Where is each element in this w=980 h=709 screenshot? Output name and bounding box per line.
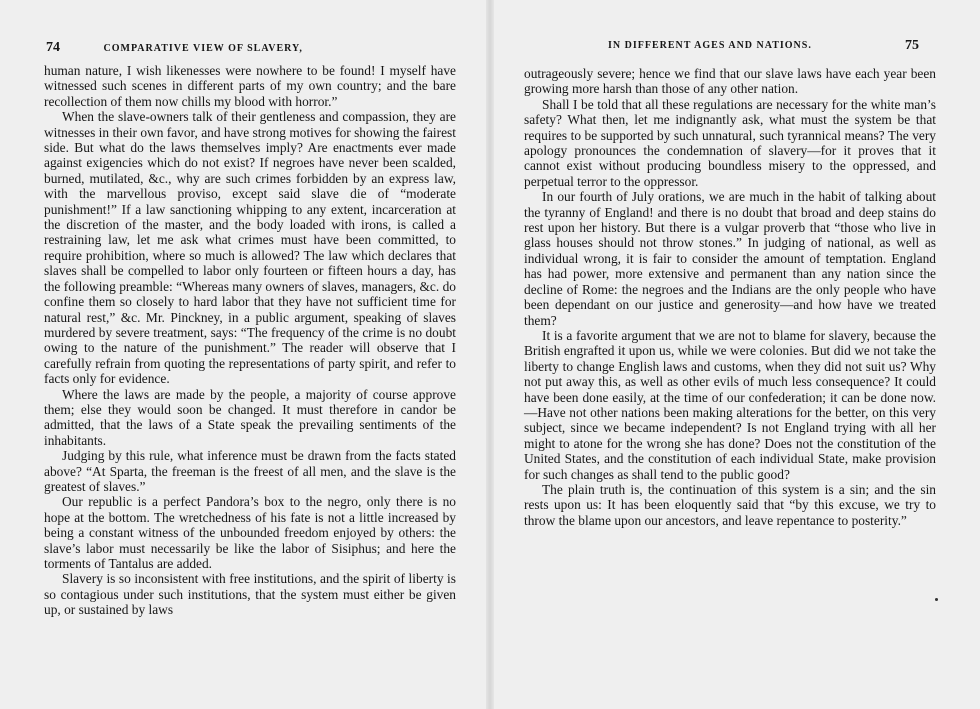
paragraph: Shall I be told that all these regulations are necessary for the white man’s safety? What then, let me indignantly ask, what must the system be that requires to be supported by such unnatural, such tyrannical means? The very apology pronounces the condemnation of slavery—for it proves that it cannot exist without producing boundless misery to the oppressed, and perpetual terror to the oppressor.: [524, 96, 936, 189]
paragraph: Judging by this rule, what inference must be drawn from the facts stated above? “At Sparta, the freeman is the freest of all men, and the slave is the greatest of slaves.”: [44, 448, 456, 494]
right-page-number: 75: [905, 38, 919, 53]
left-page-number: 74: [46, 40, 60, 55]
paragraph: When the slave-owners talk of their gentleness and compassion, they are witnesses in their own favor, and have strong motives for showing the fairest side. But what do the laws themselves imply? Are enactments ever made against exigencies which do not exist? If negroes have never been scalded, burned, mutilated, &c., why are such crimes forbidden by an express law, with the marvellous proviso, except said slave die of “moderate punishment!” If a law sanctioning whipping to any extent, incarceration at the discretion of the master, and the body loaded with irons, is called a restraining law, let me ask what crimes must have been committed, to require prohibition, where so much is allowed? The law which declares that slaves shall be compelled to labor only fourteen or fifteen hours a day, has the following preamble: “Whereas many owners of slaves, managers, &c. do confine them so closely to hard labor that they have not sufficient time for natural rest,” &c. Mr. Pinckney, in a public argument, speaking of slaves murdered by severe treatment, says: “The frequency of the crime is no doubt owing to the nature of the punishment.” The reader will observe that I carefully refrain from quoting the representations of party spirit, and refer to facts only for evidence.: [44, 109, 456, 387]
left-page-body: [44, 63, 456, 618]
right-page: [490, 0, 980, 709]
paragraph: In our fourth of July orations, we are much in the habit of talking about the tyranny of England! and there is no doubt that broad and deep stains do rest upon her history. But there is a vulgar proverb that “those who live in glass houses should not throw stones.” In judging of national, as well as individual wrong, it is fair to consider the amount of temptation. England has had power, more extensive and permanent than any nation since the decline of Rome: the negroes and the Indians are the only people who have been dependant on our justice and generosity—and how have we treated them?: [524, 189, 936, 328]
paragraph: Our republic is a perfect Pandora’s box to the negro, only there is no hope at the bottom. The wretchedness of his fate is not a little increased by being a constant witness of the unbounded freedom enjoyed by others: the slave’s labor must necessarily be like the labor of Sisiphus; and here the torments of Tantalus are added.: [44, 494, 456, 571]
right-running-title: IN DIFFERENT AGES AND NATIONS.: [608, 40, 812, 51]
right-page-header: [608, 38, 919, 53]
paragraph: outrageously severe; hence we find that our slave laws have each year been growing more harsh than those of any other nation.: [524, 66, 936, 97]
paragraph: Where the laws are made by the people, a majority of course approve them; else they would soon be changed. It must therefore in candor be admitted, that the laws of a State speak the prevailing sentiments of the inhabitants.: [44, 386, 456, 448]
print-speck: [935, 598, 938, 601]
paragraph: It is a favorite argument that we are not to blame for slavery, because the British engrafted it upon us, while we were colonies. But did we not take the liberty to change English laws and customs, when they did not suit us? Why not put away this, as well as other evils of much less consequence? It could have been done easily, at the time of our confederation; it can be done now.—Have not other nations been making alterations for the better, on this very subject, since we became independent? Is not England trying with all her might to atone for the wrong she has done? Does not the constitution of the United States, and the constitution of each individual State, make provision for such changes as shall tend to the public good?: [524, 327, 936, 482]
right-page-body: [524, 66, 936, 528]
left-page-header: [46, 40, 303, 56]
paragraph: The plain truth is, the continuation of this system is a sin; and the sin rests upon us: It has been eloquently said that “by this excuse, we try to throw the blame upon our ancestors, and leave repentance to posterity.”: [524, 481, 936, 528]
left-running-title: COMPARATIVE VIEW OF SLAVERY,: [103, 43, 303, 54]
paragraph: human nature, I wish likenesses were nowhere to be found! I myself have witnessed such scenes in different parts of my own country; and the bare recollection of them now chills my blood with horror.”: [44, 63, 456, 109]
paragraph: Slavery is so inconsistent with free institutions, and the spirit of liberty is so contagious under such institutions, that the system must either be given up, or sustained by laws: [44, 571, 456, 618]
